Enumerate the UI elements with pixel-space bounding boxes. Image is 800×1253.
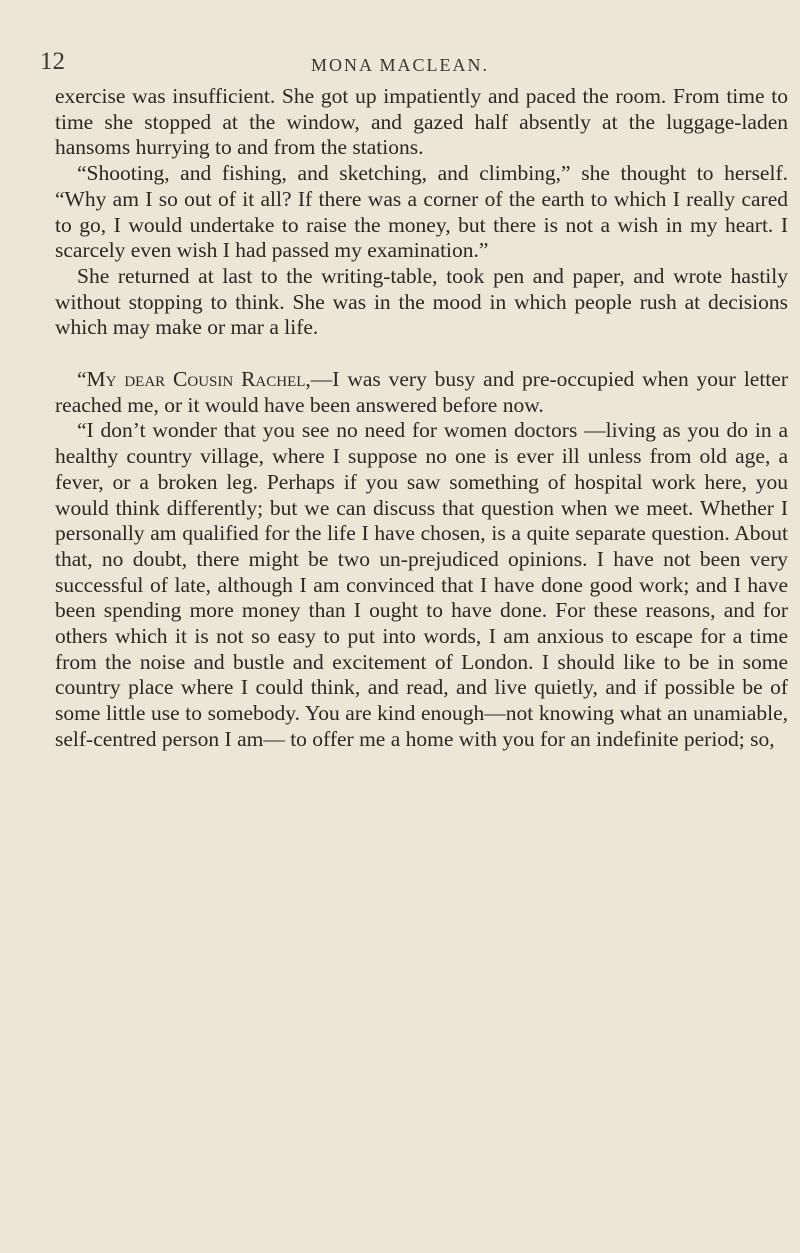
paragraph-1: exercise was insufficient. She got up impatiently and paced the room. From time to time she stopped at the window, and gazed half absently at the luggage-laden hansoms hurrying to and from the stations.: [55, 84, 788, 160]
letter-salutation: “My dear Cousin Rachel,: [77, 367, 311, 392]
paragraph-3: She returned at last to the writing-table, took pen and paper, and wrote hastily without stopping to think. She was in the mood in which people rush at decisions which may make or mar a life.: [55, 263, 788, 340]
letter-opening-paragraph: [55, 367, 788, 418]
letter-paragraph: “I don’t wonder that you see no need for women doctors —living as you do in a healthy country village, where I suppose no one is ever ill unless from old age, a fever, or a broken leg. Perhaps if you saw something of hospital work here, you would think differently; but we can discuss that question when we meet. Whether I personally am qualified for the life I have chosen, is a quite separate question. About that, no doubt, there might be two un-prejudiced opinions. I have not been very successful of late, although I am convinced that I have done good work; and I have been spending more money than I ought to have done. For these reasons, and for others which it is not so easy to put into words, I am anxious to escape for a time from the noise and bustle and excitement of London. I should like to be in some country place where I could think, and read, and live quietly, and if possible be of some little use to somebody. You are kind enough—not knowing what an unamiable, self-centred person I am— to offer me a home with you for an indefinite period; so,: [55, 418, 788, 751]
body-text: [55, 84, 788, 753]
page-number: 12: [40, 48, 65, 75]
letter-opening: —I was very busy and pre-occupied when your letter reached me, or it would have been answered before now.: [55, 367, 788, 417]
running-head: MONA MACLEAN.: [310, 55, 489, 75]
paragraph-2: “Shooting, and fishing, and sketching, and climbing,” she thought to herself. “Why am I so out of it all? If there was a corner of the earth to which I really cared to go, I would undertake to raise the money, but there is not a wish in my heart. I scarcely even wish I had passed my examination.”: [55, 161, 788, 263]
